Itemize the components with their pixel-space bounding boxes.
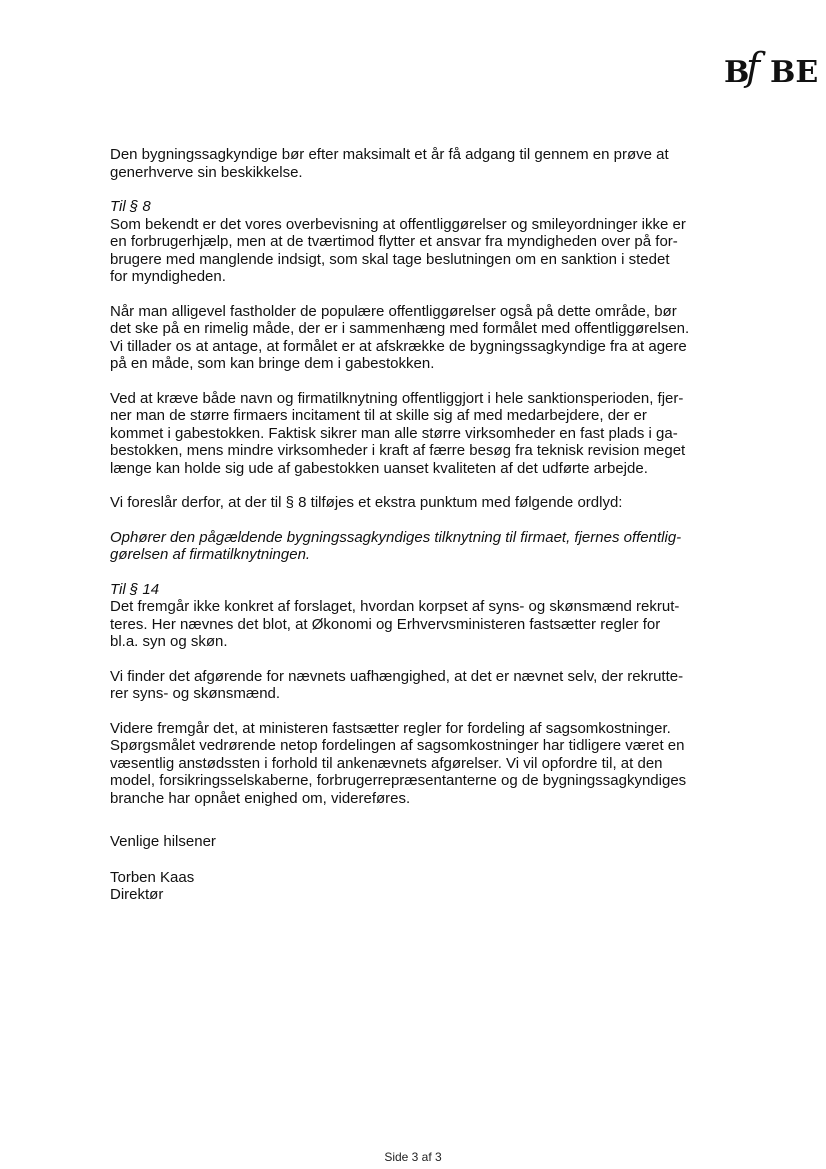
text-line: på en måde, som kan bringe dem i gabestokken. [110,355,435,372]
text-line: Når man alligevel fastholder de populære offentliggørelser også på dette område, bør [110,302,677,320]
text-line: model, forsikringsselskaberne, forbrugerrepræsentanterne og de bygningssagkyndiges [110,772,687,789]
text-line: kommet i gabestokken. Faktisk sikrer man alle større virksomheder en fast plads i ga- [110,424,678,442]
section-14-paragraph-2 [110,668,720,703]
section-8-proposed-wording [110,529,720,564]
text-line: ner man de større firmaers incitament til at skille sig af med medarbejdere, der er [110,407,647,424]
closing-block [110,833,720,904]
text-line: Den bygningssagkyndige bør efter maksimalt et år få adgang til gennem en prøve at [110,146,669,163]
signatory-title: Direktør [110,886,164,903]
section-8-paragraph-3 [110,390,720,478]
text-line: teres. Her nævnes det blot, at Økonomi og Erhvervsministeren fastsætter regler for [110,615,661,633]
text-line: Vi tillader os at antage, at formålet er at afskrække de bygningssagkyndige fra at agere [110,337,687,355]
svg-text:B: B [724,55,750,90]
text-line: Vi finder det afgørende for nævnets uafhængighed, at det er nævnet selv, der rekrutte- [110,667,684,685]
text-line: Spørgsmålet vedrørende netop fordelingen af sagsomkostninger har tidligere været en [110,737,685,754]
text-line: for myndigheden. [110,268,226,285]
text-line: længe kan holde sig ude af gabestokken uanset kvaliteten af det udførte arbejde. [110,459,648,477]
text-line: branche har opnået enighed om, videreføres. [110,789,411,807]
text-line: Ved at kræve både navn og firmatilknytning offentliggjort i hele sanktionsperioden, fjer- [110,389,684,407]
section-14-paragraph-1 [110,581,720,651]
section-8-paragraph-1 [110,198,720,286]
greeting [110,833,720,851]
bfbe-logo-icon [722,50,826,102]
text-line: en forbrugerhjælp, men at de tværtimod flytter et ansvar fra myndigheden over på for- [110,233,678,250]
svg-text:BE: BE [770,55,819,90]
section-14-heading: Til § 14 [110,580,160,598]
svg-text:f: f [746,50,761,89]
letter-body [110,146,720,922]
text-line: Ophører den pågældende bygningssagkyndiges tilknytning til firmaet, fjernes offentlig- [110,528,682,546]
text-line: gørelsen af firmatilknytningen. [110,546,311,563]
text-line: Det fremgår ikke konkret af forslaget, hvordan korpset af syns- og skønsmænd rekrut- [110,598,680,615]
section-8-paragraph-4 [110,494,720,512]
page-number: Side 3 af 3 [384,1150,442,1164]
section-8-paragraph-2 [110,303,720,373]
text-line: brugere med manglende indsigt, som skal tage beslutningen om en sanktion i stedet [110,250,670,268]
greeting-text: Venlige hilsener [110,833,216,850]
section-8-heading: Til § 8 [110,198,151,215]
text-line: Som bekendt er det vores overbevisning at offentliggørelser og smileyordninger ikke er [110,215,686,233]
section-14-paragraph-3 [110,720,720,808]
text-line: det ske på en rimelig måde, der er i sammenhæng med formålet med offentliggørelsen. [110,320,690,337]
logo [722,50,826,102]
text-line: generhverve sin beskikkelse. [110,163,303,181]
signatory-name: Torben Kaas [110,868,195,886]
text-line: bl.a. syn og skøn. [110,633,228,650]
text-line: væsentlig anstødssten i forhold til ankenævnets afgørelser. Vi vil opfordre til, at den [110,754,663,772]
text-line: rer syns- og skønsmænd. [110,685,281,702]
signature [110,869,720,904]
intro-paragraph [110,146,720,181]
text-line: bestokken, mens mindre virksomheder i kraft af færre besøg fra teknisk revision meget [110,442,686,459]
text-line: Videre fremgår det, at ministeren fastsætter regler for fordeling af sagsomkostninger. [110,719,671,737]
text-line: Vi foreslår derfor, at der til § 8 tilføjes et ekstra punktum med følgende ordlyd: [110,494,623,511]
